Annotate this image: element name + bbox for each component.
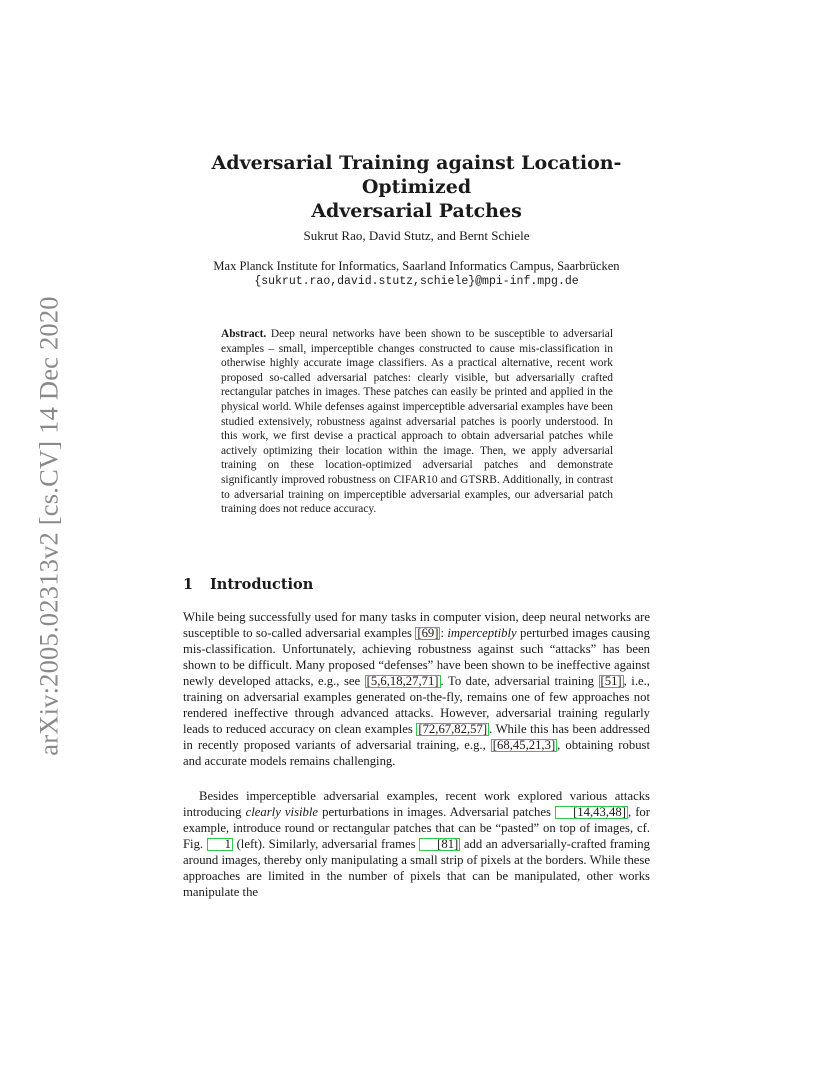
- text-run: , obtaining robust and accurate models remains challenging.: [183, 738, 650, 768]
- text-run: add an adversarially-crafted framing around images, thereby only manipulating a small strip of pixels at the borders. While these approaches are limited in the number of pixels that can be manipulated, other works manipulate the: [183, 837, 650, 899]
- arxiv-sidebar: [30, 296, 68, 756]
- text-run: While being successfully used for many tasks in computer vision, deep neural networks are susceptible to so-called adversarial examples: [183, 610, 650, 640]
- text-run: Besides imperceptible adversarial examples, recent work explored various attacks introducing: [183, 789, 650, 819]
- text-run: . To date, adversarial training: [440, 674, 599, 688]
- author-list: Sukrut Rao, David Stutz, and Bernt Schiele: [303, 228, 530, 243]
- citation-link[interactable]: [68,45,21,3]: [492, 738, 556, 752]
- emphasis-text: clearly visible: [245, 805, 319, 819]
- text-run: :: [440, 626, 448, 640]
- title-line-2: Adversarial Patches: [311, 200, 522, 222]
- paper-title: [183, 151, 650, 223]
- title-line-1: Adversarial Training against Location-Optimized: [211, 152, 622, 198]
- citation-link[interactable]: [51]: [600, 674, 622, 688]
- figure-reference-link[interactable]: 1: [207, 838, 233, 851]
- arxiv-identifier: arXiv:2005.02313v2 [cs.CV] 14 Dec 2020: [33, 296, 64, 756]
- intro-paragraph-1: [183, 609, 650, 769]
- citation-link[interactable]: [14,43,48]: [555, 806, 628, 819]
- abstract: [221, 327, 613, 517]
- text-run: , for example, introduce round or rectangular patches that can be “pasted” on top of images, cf. Fig.: [183, 805, 650, 851]
- section-title: Introduction: [210, 576, 314, 593]
- author-emails: {sukrut.rao,david.stutz,schiele}@mpi-inf.mpg.de: [254, 275, 579, 288]
- abstract-text: Deep neural networks have been shown to be susceptible to adversarial examples – small, imperceptible changes constructed to cause mis-classification in otherwise highly accurate image classifiers. As a practical alternative, recent work proposed so-called adversarial patches: clearly visible, but adversarially crafted rectangular patches in images. These patches can easily be printed and applied in the physical world. While defenses against imperceptible adversarial examples have been studied extensively, robustness against adversarial patches is poorly understood. In this work, we first devise a practical approach to obtain adversarial patches while actively optimizing their location within the image. Then, we apply adversarial training on these location-optimized adversarial patches and demonstrate significantly improved robustness on CIFAR10 and GTSRB. Additionally, in contrast to adversarial training on imperceptible adversarial examples, our adversarial patch training does not reduce accuracy.: [221, 328, 613, 516]
- text-run: perturbations in images. Adversarial patches: [318, 805, 556, 819]
- citation-link[interactable]: [72,67,82,57]: [418, 722, 488, 736]
- text-run: (left). Similarly, adversarial frames: [233, 837, 420, 851]
- citation-link[interactable]: [69]: [417, 626, 439, 640]
- section-number: 1: [183, 576, 194, 593]
- text-run: perturbed images causing mis-classification. Unfortunately, achieving robustness against such “attacks” has been shown to be difficult. Many proposed “defenses” have been shown to be ineffective against newly developed attacks, e.g., see: [183, 626, 650, 688]
- section-heading-introduction: [183, 576, 650, 593]
- text-run: , i.e., training on adversarial examples generated on-the-fly, remains one of few approaches not rendered ineffective through advanced attacks. However, adversarial training regularly leads to reduced accuracy on clean examples: [183, 674, 650, 736]
- emphasis-text: imperceptibly: [447, 626, 517, 640]
- citation-link[interactable]: [81]: [419, 838, 460, 851]
- citation-link[interactable]: [5,6,18,27,71]: [366, 674, 439, 688]
- intro-paragraph-2: [183, 788, 650, 900]
- abstract-label: Abstract.: [221, 328, 267, 340]
- affiliation: Max Planck Institute for Informatics, Saarland Informatics Campus, Saarbrücken: [213, 259, 620, 273]
- text-run: . While this has been addressed in recently proposed variants of adversarial training, e.g.,: [183, 722, 650, 752]
